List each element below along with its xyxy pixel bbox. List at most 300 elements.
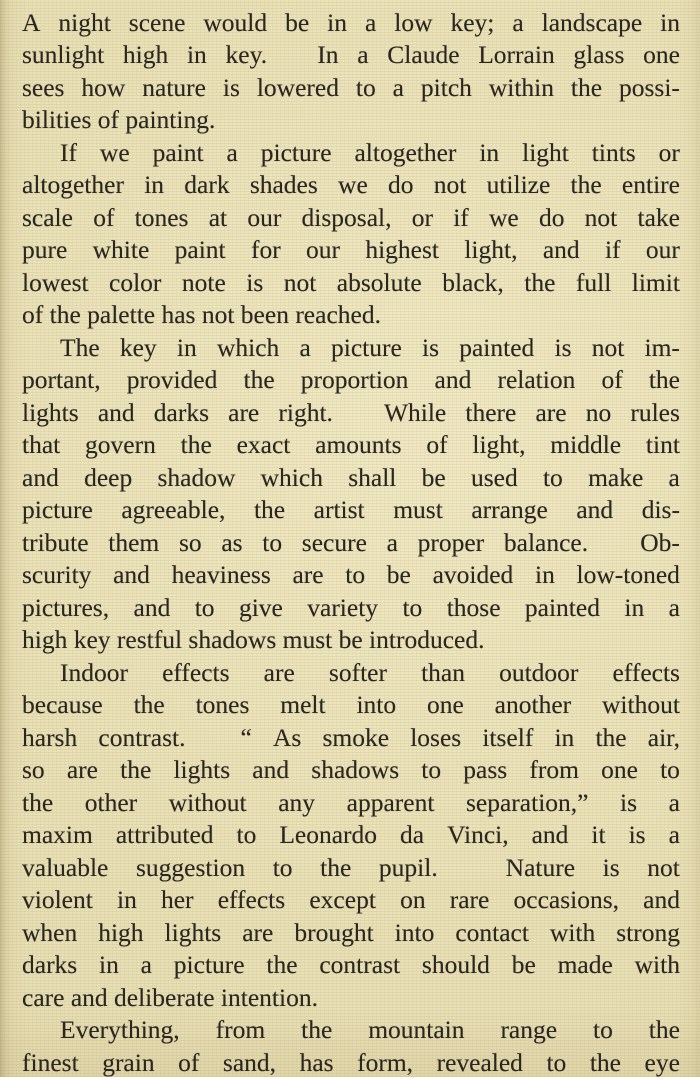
text-word: im-: [644, 333, 680, 362]
text-word: color: [109, 268, 162, 297]
text-line: high key restful shadows must be introduced.: [22, 625, 485, 654]
text-word: because: [22, 690, 103, 719]
text-word: itself: [482, 723, 534, 752]
text-word: in: [144, 170, 165, 199]
text-word: a: [668, 463, 680, 492]
text-word: and: [113, 560, 150, 589]
text-word: in: [554, 723, 575, 752]
text-word: a: [668, 820, 680, 849]
text-word: rare: [449, 885, 490, 914]
text-word: at: [208, 203, 228, 232]
text-word: rules: [630, 398, 680, 427]
text-word: pure: [22, 235, 68, 264]
text-word: those: [446, 593, 501, 622]
text-word: exact: [236, 430, 291, 459]
text-word: are: [66, 755, 98, 784]
text-word: suggestion: [135, 853, 246, 882]
text-word: Leonardo: [279, 820, 378, 849]
text-word: how: [81, 73, 126, 102]
text-word: we: [338, 170, 368, 199]
text-word: altogether: [22, 170, 124, 199]
text-word: not: [647, 853, 680, 882]
text-word: be: [511, 950, 536, 979]
text-word: the: [180, 430, 212, 459]
text-word: and: [576, 495, 614, 524]
text-word: and: [542, 235, 580, 264]
text-word: to: [345, 560, 366, 589]
text-word: contrast.: [98, 723, 186, 752]
text-word: middle: [550, 430, 622, 459]
text-word: lights: [22, 398, 79, 427]
text-word: the: [243, 365, 275, 394]
text-word: or: [658, 138, 680, 167]
text-word: portant,: [22, 365, 101, 394]
text-word: tint: [645, 430, 680, 459]
text-word: heaviness: [171, 560, 271, 589]
text-word: picture: [331, 333, 402, 362]
text-word: are: [292, 560, 324, 589]
text-word: the: [595, 723, 627, 752]
text-word: pictures,: [22, 593, 110, 622]
text-word: and: [643, 885, 680, 914]
text-word: a: [140, 950, 152, 979]
text-word: be: [421, 463, 446, 492]
text-word: “: [240, 723, 252, 752]
text-word: another: [494, 690, 572, 719]
text-word: In: [317, 40, 339, 69]
text-line: [22, 656, 680, 689]
text-word: a: [226, 138, 238, 167]
text-word: which: [260, 463, 323, 492]
text-word: Ob-: [640, 528, 680, 557]
text-word: as: [221, 528, 243, 557]
text-word: so: [178, 528, 202, 557]
text-word: in: [327, 8, 347, 37]
text-word: one: [643, 40, 680, 69]
text-word: of: [601, 365, 623, 394]
text-line: [22, 6, 680, 39]
text-word: tones: [134, 203, 189, 232]
text-line: [22, 721, 680, 754]
text-word: from: [215, 1015, 266, 1044]
text-word: tribute: [22, 528, 89, 557]
text-word: effects: [612, 658, 680, 687]
text-word: lights: [164, 918, 222, 947]
text-word: our: [645, 235, 680, 264]
text-word: our: [247, 203, 282, 232]
text-word: a: [299, 333, 311, 362]
text-word: If: [60, 138, 77, 167]
text-word: a: [512, 8, 524, 37]
text-line: [22, 71, 680, 104]
text-word: it: [591, 820, 606, 849]
text-word: revealed: [436, 1048, 523, 1077]
text-word: outdoor: [499, 658, 579, 687]
text-word: is: [620, 788, 638, 817]
text-word: Vinci,: [447, 820, 509, 849]
text-word: to: [660, 755, 680, 784]
text-line: [22, 493, 680, 526]
text-word: to: [546, 1048, 567, 1077]
text-word: [608, 526, 621, 559]
text-word: A: [22, 8, 41, 37]
text-word: paint: [174, 235, 226, 264]
text-word: harsh: [22, 723, 78, 752]
text-word: take: [637, 203, 680, 232]
text-line: [22, 526, 680, 559]
text-word: lowest: [22, 268, 89, 297]
text-word: are: [228, 398, 260, 427]
text-word: there: [465, 398, 517, 427]
text-word: to: [236, 820, 257, 849]
text-word: mountain: [368, 1015, 465, 1044]
text-word: our: [306, 235, 341, 264]
text-word: darks: [22, 950, 78, 979]
text-word: other: [84, 788, 138, 817]
text-word: black,: [442, 268, 504, 297]
text-word: low-toned: [576, 560, 680, 589]
text-word: picture: [173, 950, 245, 979]
text-word: not: [283, 268, 317, 297]
text-word: without: [168, 788, 247, 817]
text-word: balance.: [503, 528, 589, 557]
text-word: the: [320, 853, 352, 882]
text-word: if: [604, 235, 621, 264]
text-word: sees: [22, 73, 65, 102]
text-word: darks: [153, 398, 209, 427]
text-word: are: [263, 658, 295, 687]
text-word: than: [421, 658, 465, 687]
text-word: light,: [464, 235, 518, 264]
text-word: and: [252, 755, 290, 784]
text-word: scene: [128, 8, 186, 37]
text-line: [22, 266, 680, 299]
text-word: that: [22, 430, 61, 459]
text-word: pupil.: [378, 853, 438, 882]
text-word: painted: [459, 333, 535, 362]
text-word: contrast: [319, 950, 401, 979]
text-word: to: [593, 1015, 613, 1044]
text-word: absolute: [336, 268, 422, 297]
text-word: tints: [591, 138, 636, 167]
text-word: key;: [450, 8, 495, 37]
text-word: in: [116, 885, 137, 914]
text-line: [22, 851, 680, 884]
text-word: used: [470, 463, 518, 492]
text-word: has: [299, 1048, 334, 1077]
text-word: the: [120, 755, 152, 784]
text-word: is: [554, 333, 572, 362]
text-word: effects: [217, 885, 286, 914]
text-word: of: [426, 430, 448, 459]
text-word: eye: [644, 1048, 680, 1077]
text-word: and: [434, 365, 472, 394]
text-word: tones: [195, 690, 250, 719]
text-word: strong: [616, 918, 680, 947]
text-word: are: [242, 918, 274, 947]
text-word: on: [400, 885, 426, 914]
text-word: white: [92, 235, 150, 264]
text-word: her: [160, 885, 194, 914]
text-word: a: [364, 8, 377, 37]
text-word: lights: [173, 755, 231, 784]
text-word: [286, 38, 299, 71]
text-line: [22, 38, 680, 71]
text-line: [22, 396, 680, 429]
text-word: the: [266, 950, 298, 979]
text-line: [22, 591, 680, 624]
text-word: and: [22, 463, 59, 492]
text-word: must: [393, 495, 443, 524]
text-word: without: [602, 690, 680, 719]
text-line: of the palette has not been reached.: [22, 300, 381, 329]
text-line: [22, 1013, 680, 1046]
text-word: to: [355, 73, 376, 102]
text-word: to: [542, 463, 563, 492]
text-word: grain: [102, 1048, 155, 1077]
text-word: avoided: [432, 560, 514, 589]
text-word: key: [119, 333, 157, 362]
text-word: softer: [328, 658, 387, 687]
text-word: Claude: [387, 40, 460, 69]
text-word: disposal,: [301, 203, 392, 232]
text-word: light: [522, 138, 569, 167]
text-word: in: [99, 950, 119, 979]
text-word: key.: [225, 40, 268, 69]
text-word: loses: [410, 723, 462, 752]
text-word: not: [433, 170, 467, 199]
text-word: shadows: [311, 755, 400, 784]
text-word: Indoor: [60, 658, 128, 687]
text-word: paint: [152, 138, 204, 167]
text-word: with: [634, 950, 680, 979]
text-word: we: [489, 203, 519, 232]
text-word: pitch: [420, 73, 472, 102]
text-word: The: [60, 333, 100, 362]
text-word: picture: [260, 138, 332, 167]
text-line: [22, 201, 680, 234]
text-word: within: [488, 73, 554, 102]
text-line: [22, 233, 680, 266]
text-word: scurity: [22, 560, 92, 589]
text-word: the: [524, 268, 556, 297]
text-word: dis-: [641, 495, 680, 524]
text-word: is: [602, 853, 620, 882]
text-word: occasions,: [513, 885, 620, 914]
text-word: them: [108, 528, 160, 557]
text-word: no: [585, 398, 612, 427]
text-word: the: [570, 73, 603, 102]
text-word: shades: [249, 170, 318, 199]
text-word: landscape: [541, 8, 643, 37]
text-word: the: [589, 1048, 621, 1077]
text-word: light,: [472, 430, 526, 459]
text-word: painted: [524, 593, 600, 622]
text-word: separation,”: [465, 788, 589, 817]
text-word: nature: [142, 73, 206, 102]
text-word: except: [309, 885, 376, 914]
text-word: relation: [497, 365, 576, 394]
text-word: be: [285, 8, 310, 37]
text-word: variety: [307, 593, 379, 622]
text-word: [465, 851, 478, 884]
text-line: [22, 428, 680, 461]
text-word: made: [557, 950, 613, 979]
text-word: be: [386, 560, 411, 589]
text-word: apparent: [346, 788, 435, 817]
text-word: are: [535, 398, 567, 427]
text-word: a: [386, 528, 398, 557]
text-line: [22, 558, 680, 591]
text-word: one: [601, 755, 638, 784]
text-word: make: [588, 463, 644, 492]
text-word: right.: [278, 398, 333, 427]
text-word: is: [222, 73, 240, 102]
text-word: in: [534, 560, 555, 589]
text-line: [22, 818, 680, 851]
text-word: should: [421, 950, 490, 979]
text-word: we: [99, 138, 130, 167]
text-word: brought: [294, 918, 374, 947]
text-word: attributed: [115, 820, 214, 849]
text-word: to: [402, 593, 423, 622]
text-word: a: [392, 73, 404, 102]
text-word: not: [584, 203, 618, 232]
text-word: violent: [22, 885, 93, 914]
text-line: care and deliberate intention.: [22, 983, 318, 1012]
text-word: finest: [22, 1048, 79, 1077]
text-word: shall: [348, 463, 397, 492]
text-line: [22, 948, 680, 981]
text-word: in: [660, 8, 680, 37]
text-word: to: [194, 593, 215, 622]
text-word: limit: [631, 268, 680, 297]
text-word: and: [531, 820, 569, 849]
text-word: to: [421, 755, 442, 784]
text-word: contact: [455, 918, 529, 947]
text-word: full: [575, 268, 612, 297]
text-word: night: [58, 8, 111, 37]
text-word: sunlight: [22, 40, 105, 69]
text-line: [22, 883, 680, 916]
text-word: Lorrain: [478, 40, 555, 69]
text-word: lowered: [256, 73, 339, 102]
text-word: deep: [84, 463, 133, 492]
text-word: the: [570, 170, 602, 199]
text-word: any: [278, 788, 316, 817]
text-word: the: [301, 1015, 333, 1044]
text-word: govern: [85, 430, 156, 459]
text-word: into: [356, 690, 397, 719]
text-line: bilities of painting.: [22, 105, 216, 134]
text-word: smoke: [322, 723, 390, 752]
text-word: is: [246, 268, 264, 297]
text-line: [22, 363, 680, 396]
text-word: provided: [126, 365, 218, 394]
text-word: a: [668, 788, 680, 817]
text-word: one: [426, 690, 464, 719]
text-word: altogether: [354, 138, 457, 167]
text-word: or: [411, 203, 433, 232]
text-word: give: [238, 593, 283, 622]
text-word: melt: [280, 690, 326, 719]
text-word: As: [272, 723, 302, 752]
text-word: agreeable,: [121, 495, 226, 524]
text-word: would: [203, 8, 268, 37]
text-word: not: [591, 333, 625, 362]
text-word: the: [22, 788, 54, 817]
text-word: da: [400, 820, 425, 849]
text-word: do: [538, 203, 565, 232]
text-line: [22, 688, 680, 721]
text-word: high: [122, 40, 169, 69]
text-word: dark: [184, 170, 230, 199]
text-word: proportion: [300, 365, 409, 394]
text-word: when: [22, 918, 78, 947]
text-word: do: [388, 170, 414, 199]
text-word: in: [479, 138, 500, 167]
text-word: amounts: [315, 430, 402, 459]
text-word: in: [186, 40, 207, 69]
text-word: the: [253, 495, 286, 524]
text-word: in: [624, 593, 645, 622]
text-word: a: [668, 593, 680, 622]
text-word: of: [93, 203, 115, 232]
text-word: possi-: [619, 73, 680, 102]
text-line: [22, 916, 680, 949]
text-word: shadow: [157, 463, 236, 492]
text-word: entire: [621, 170, 680, 199]
text-word: While: [383, 398, 447, 427]
text-word: artist: [313, 495, 365, 524]
text-word: [352, 396, 365, 429]
text-word: Nature: [505, 853, 576, 882]
text-word: the: [648, 365, 680, 394]
text-word: so: [22, 755, 45, 784]
text-word: from: [529, 755, 579, 784]
text-word: arrange: [471, 495, 548, 524]
text-word: is: [628, 820, 646, 849]
text-word: Everything,: [60, 1015, 180, 1044]
text-word: to: [272, 853, 293, 882]
text-word: maxim: [22, 820, 93, 849]
text-line: [22, 753, 680, 786]
text-word: if: [453, 203, 469, 232]
text-word: with: [549, 918, 596, 947]
text-line: [22, 136, 680, 169]
text-word: air,: [647, 723, 680, 752]
text-word: proper: [417, 528, 485, 557]
text-word: and: [97, 398, 135, 427]
text-word: effects: [162, 658, 230, 687]
text-line: [22, 461, 680, 494]
text-word: the: [648, 1015, 680, 1044]
text-word: in: [176, 333, 197, 362]
text-word: which: [216, 333, 280, 362]
text-word: sand,: [222, 1048, 277, 1077]
text-word: secure: [301, 528, 367, 557]
text-word: [207, 721, 220, 754]
text-word: scale: [22, 203, 73, 232]
text-word: picture: [22, 495, 93, 524]
text-word: utilize: [486, 170, 551, 199]
text-word: valuable: [22, 853, 109, 882]
text-word: into: [394, 918, 435, 947]
text-word: a: [357, 40, 369, 69]
text-word: for: [250, 235, 281, 264]
text-word: high: [98, 918, 144, 947]
text-word: is: [422, 333, 440, 362]
